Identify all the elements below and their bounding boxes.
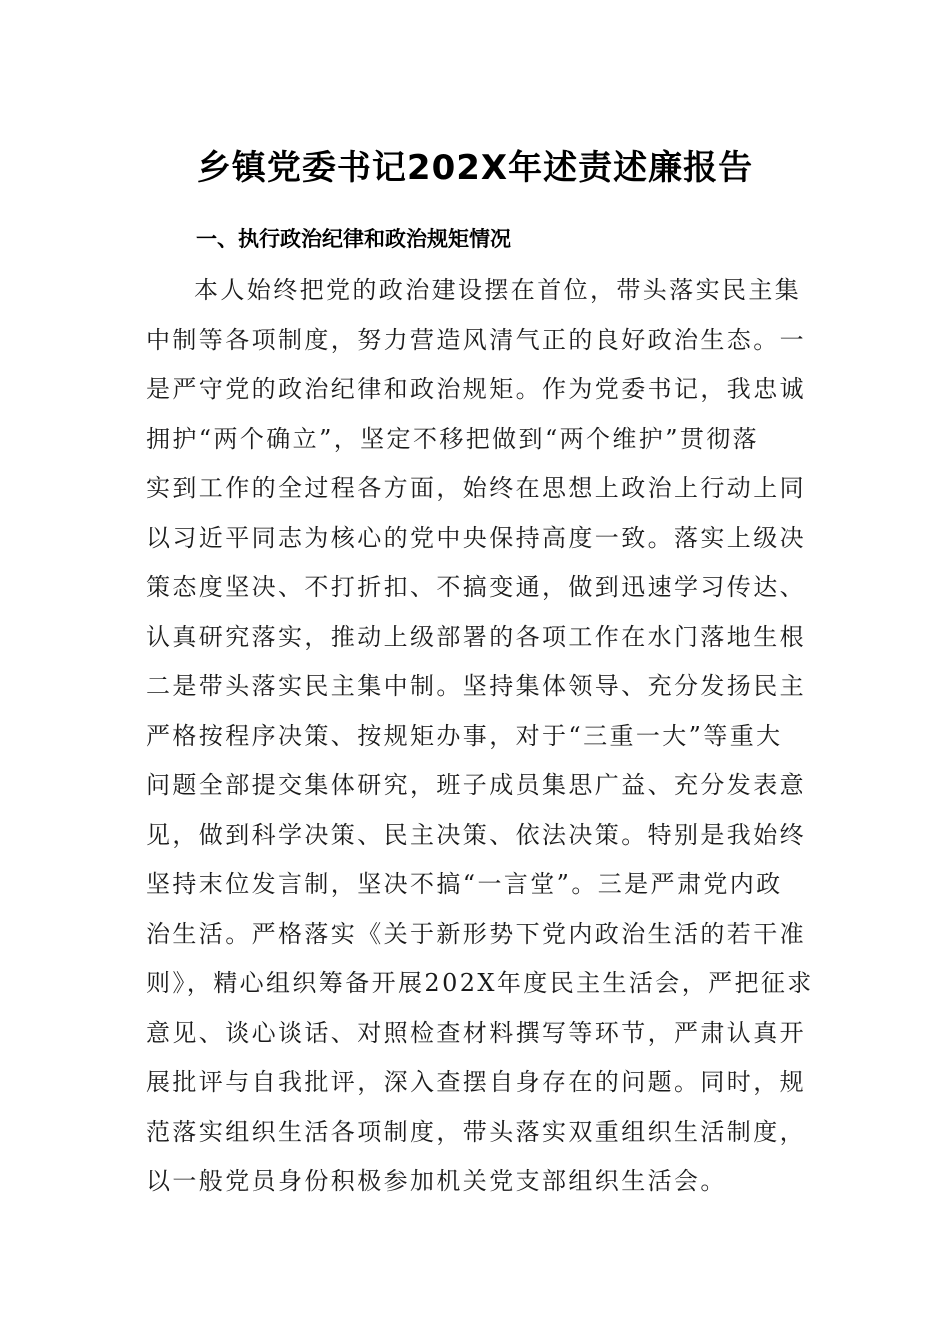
paragraph-line: 则》，精心组织筹备开展202X年度民主生活会，严把征求 <box>146 969 814 997</box>
paragraph-line: 本人始终把党的政治建设摆在首位，带头落实民主集 <box>194 276 802 304</box>
paragraph-line: 见，做到科学决策、民主决策、依法决策。特别是我始终 <box>146 820 806 849</box>
paragraph-line: 治生活。严格落实《关于新形势下党内政治生活的若干准 <box>146 919 806 948</box>
paragraph-line: 策态度坚决、不打折扣、不搞变通，做到迅速学习传达、 <box>146 573 806 601</box>
body-paragraph <box>146 266 816 1207</box>
paragraph-line: 拥护“两个确立”，坚定不移把做到“两个维护”贯彻落 <box>146 424 760 453</box>
paragraph-line: 范落实组织生活各项制度，带头落实双重组织生活制度， <box>146 1117 806 1146</box>
document-title: 乡镇党委书记202X年述责述廉报告 <box>196 148 754 188</box>
paragraph-line: 二是带头落实民主集中制。坚持集体领导、充分发扬民主 <box>146 672 806 700</box>
paragraph-line: 坚持末位发言制，坚决不搞“一言堂”。三是严肃党内政 <box>146 870 783 898</box>
paragraph-line: 问题全部提交集体研究，班子成员集思广益、充分发表意 <box>146 771 806 799</box>
paragraph-line: 严格按程序决策、按规矩办事，对于“三重一大”等重大 <box>146 721 783 750</box>
section-heading: 一、执行政治纪律和政治规矩情况 <box>196 227 511 251</box>
paragraph-line: 实到工作的全过程各方面，始终在思想上政治上行动上同 <box>146 474 806 502</box>
paragraph-line: 中制等各项制度，努力营造风清气正的良好政治生态。一 <box>146 325 806 354</box>
paragraph-line: 意见、谈心谈话、对照检查材料撰写等环节，严肃认真开 <box>146 1018 806 1047</box>
paragraph-line: 以习近平同志为核心的党中央保持高度一致。落实上级决 <box>146 523 806 552</box>
paragraph-line: 认真研究落实，推动上级部署的各项工作在水门落地生根 <box>146 622 806 651</box>
paragraph-line: 展批评与自我批评，深入查摆自身存在的问题。同时，规 <box>146 1068 806 1096</box>
paragraph-line: 以一般党员身份积极参加机关党支部组织生活会。 <box>146 1167 727 1195</box>
paragraph-line: 是严守党的政治纪律和政治规矩。作为党委书记，我忠诚 <box>146 375 806 403</box>
